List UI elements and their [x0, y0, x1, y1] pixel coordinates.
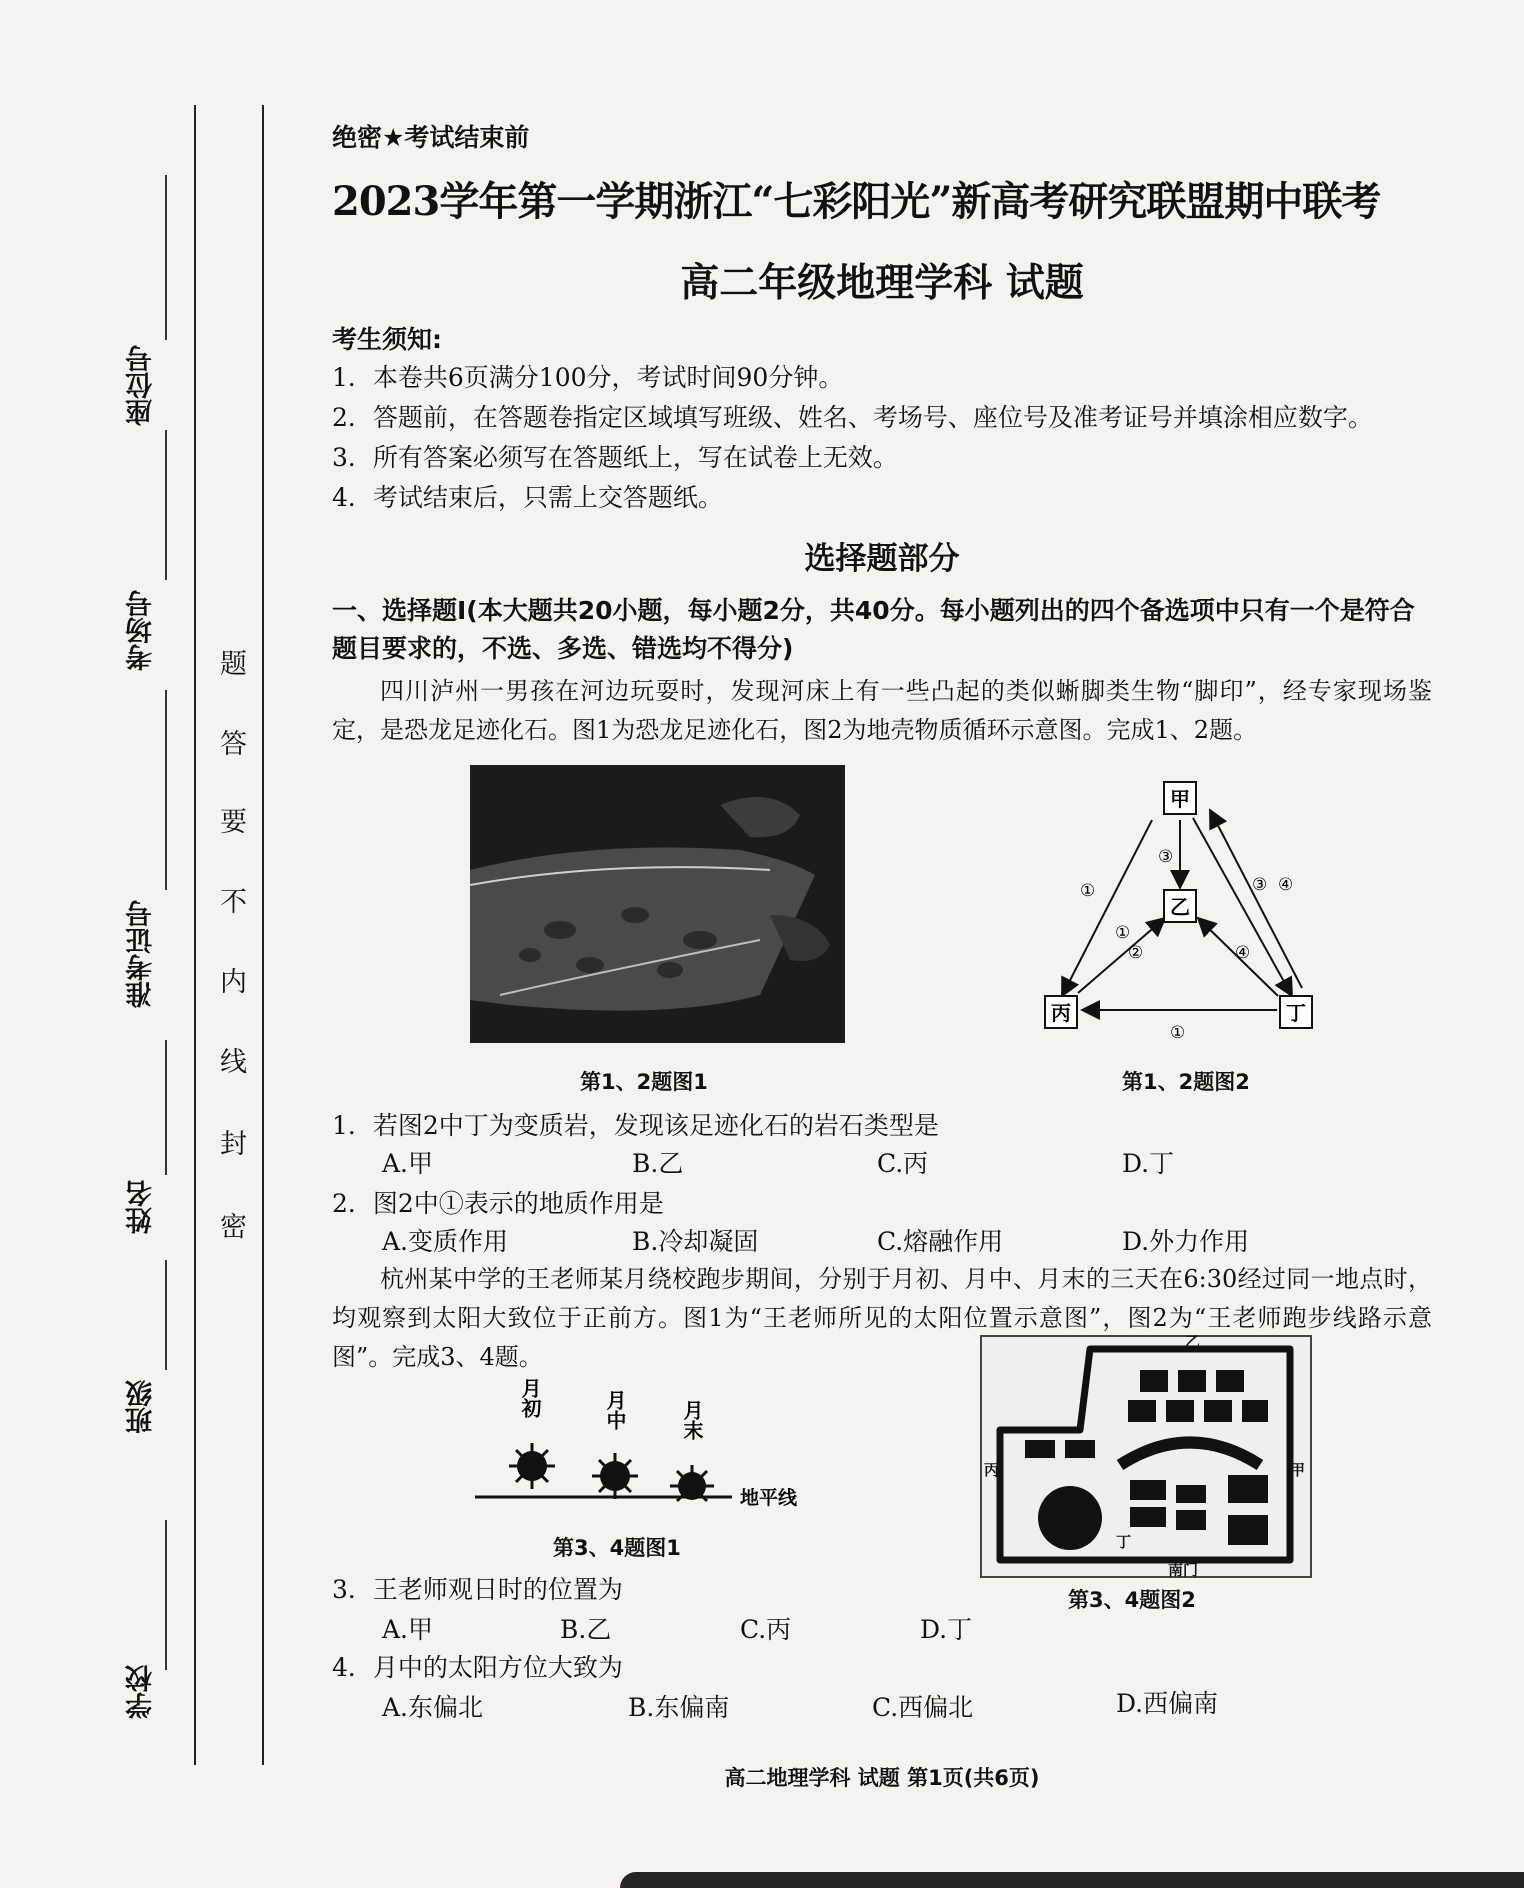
- question-2: 2．图2中①表示的地质作用是: [332, 1189, 664, 1218]
- q4-option-d: D.西偏南: [1116, 1689, 1219, 1718]
- q4-option-c: C.西偏北: [872, 1693, 974, 1722]
- class-label: 班级: [126, 1380, 157, 1434]
- q4-option-b: B.东偏南: [628, 1693, 730, 1722]
- arrow-label: ④: [1235, 943, 1251, 963]
- arrow-label: ①: [1170, 1023, 1186, 1038]
- fossil-photo: [470, 765, 845, 1043]
- seal-char: 要: [220, 807, 247, 838]
- exam-room-label: 考场号: [126, 590, 157, 671]
- q1-option-d: D.丁: [1122, 1149, 1175, 1178]
- field-underline: [165, 1040, 167, 1175]
- rock-cycle-diagram: [1030, 778, 1330, 1038]
- binding-line-left: [194, 105, 196, 1765]
- running-route-map: [980, 1335, 1312, 1578]
- seal-char: 线: [220, 1047, 247, 1078]
- arrow-label: ③: [1252, 875, 1268, 895]
- notice-heading: 考生须知:: [332, 325, 442, 354]
- group2-stem: 杭州某中学的王老师某月绕校跑步期间，分别于月初、月中、月末的三天在6:30经过同一地点时，均观察到太阳大致位于正前方。图1为“王老师所见的太阳位置示意图”，图2为“王老师跑步线路示意图”。完成3、4题。: [332, 1265, 1432, 1371]
- seal-char: 答: [220, 729, 247, 760]
- part-heading: 一、选择题Ⅰ(本大题共20小题，每小题2分，共40分。每小题列出的四个备选项中只有一个是符合题目要求的，不选、多选、错选均不得分): [332, 596, 1415, 663]
- question-4: 4．月中的太阳方位大致为: [332, 1653, 623, 1682]
- field-underline: [165, 1260, 167, 1370]
- cycle-node-jia: 甲: [1170, 787, 1190, 811]
- arrow-label: ③: [1158, 847, 1174, 867]
- question-1: 1．若图2中丁为变质岩，发现该足迹化石的岩石类型是: [332, 1111, 939, 1140]
- page-footer: 高二地理学科 试题 第1页(共6页): [724, 1766, 1040, 1790]
- field-underline: [165, 1520, 167, 1670]
- map-label-ding: 丁: [1116, 1533, 1132, 1551]
- notice-item: 2．答题前，在答题卷指定区域填写班级、姓名、考场号、座位号及准考证号并填涂相应数字。: [332, 403, 1373, 432]
- arrow-label: ②: [1128, 943, 1144, 963]
- q2-option-b: B.冷却凝固: [632, 1227, 759, 1256]
- arrow-label: ①: [1115, 923, 1131, 943]
- q2-option-d: D.外力作用: [1122, 1227, 1250, 1256]
- seal-char: 封: [220, 1129, 247, 1160]
- cycle-node-yi: 乙: [1170, 895, 1190, 919]
- notice-item: 3．所有答案必须写在答题纸上，写在试卷上无效。: [332, 443, 898, 472]
- name-label: 姓名: [126, 1180, 157, 1234]
- q1-option-a: A.甲: [382, 1149, 434, 1178]
- exam-subtitle: 高二年级地理学科 试题: [680, 260, 1084, 306]
- map-label-yi: 乙: [1185, 1335, 1201, 1351]
- group2-fig1-caption: 第3、4题图1: [553, 1536, 681, 1560]
- q2-option-c: C.熔融作用: [877, 1227, 1004, 1256]
- q2-option-a: A.变质作用: [382, 1227, 509, 1256]
- q3-option-c: C.丙: [740, 1615, 792, 1644]
- q3-option-d: D.丁: [920, 1615, 973, 1644]
- map-label-south-gate: 南门: [1168, 1561, 1199, 1578]
- question-3: 3．王老师观日时的位置为: [332, 1575, 623, 1604]
- q3-option-a: A.甲: [382, 1615, 434, 1644]
- horizon-label: 地平线: [740, 1487, 798, 1509]
- section-title: 选择题部分: [804, 541, 960, 577]
- seal-char: 内: [220, 967, 247, 998]
- field-underline: [165, 430, 167, 580]
- group2-fig2-caption: 第3、4题图2: [1068, 1588, 1196, 1612]
- arrow-label: ④: [1278, 875, 1294, 895]
- arrow-label: ①: [1080, 881, 1096, 901]
- group1-stem: 四川泸州一男孩在河边玩耍时，发现河床上有一些凸起的类似蜥脚类生物“脚印”，经专家现场鉴定，是恐龙足迹化石。图1为恐龙足迹化石，图2为地壳物质循环示意图。完成1、2题。: [332, 677, 1432, 744]
- binding-line-right: [262, 105, 264, 1765]
- field-underline: [165, 690, 167, 890]
- sun-position-diagram: [470, 1370, 820, 1515]
- map-label-bing: 丙: [984, 1461, 1000, 1479]
- field-underline: [165, 175, 167, 340]
- seal-char: 不: [220, 887, 247, 918]
- fig1-caption: 第1、2题图1: [580, 1070, 708, 1094]
- q4-option-a: A.东偏北: [382, 1693, 484, 1722]
- notice-item: 4．考试结束后，只需上交答题纸。: [332, 483, 723, 512]
- fig2-caption: 第1、2题图2: [1122, 1070, 1250, 1094]
- sun-label-early: 月初: [518, 1378, 542, 1418]
- seat-number-label: 座位号: [126, 345, 157, 426]
- scan-edge-shadow: [620, 1872, 1524, 1888]
- cycle-node-ding: 丁: [1286, 1001, 1306, 1025]
- q1-option-c: C.丙: [877, 1149, 929, 1178]
- school-label: 学校: [126, 1665, 157, 1719]
- cycle-node-bing: 丙: [1051, 1001, 1071, 1025]
- seal-char: 密: [220, 1212, 247, 1243]
- admission-number-label: 准考证号: [126, 900, 157, 1008]
- sun-label-late: 月末: [680, 1400, 704, 1440]
- q1-option-b: B.乙: [632, 1149, 684, 1178]
- confidential-mark: 绝密★考试结束前: [332, 123, 530, 152]
- sun-label-mid: 月中: [603, 1390, 627, 1430]
- map-label-jia: 甲: [1290, 1461, 1306, 1479]
- q3-option-b: B.乙: [560, 1615, 612, 1644]
- notice-item: 1．本卷共6页满分100分，考试时间90分钟。: [332, 363, 844, 392]
- seal-char: 题: [220, 649, 247, 680]
- exam-title: 2023学年第一学期浙江“七彩阳光”新高考研究联盟期中联考: [332, 178, 1381, 225]
